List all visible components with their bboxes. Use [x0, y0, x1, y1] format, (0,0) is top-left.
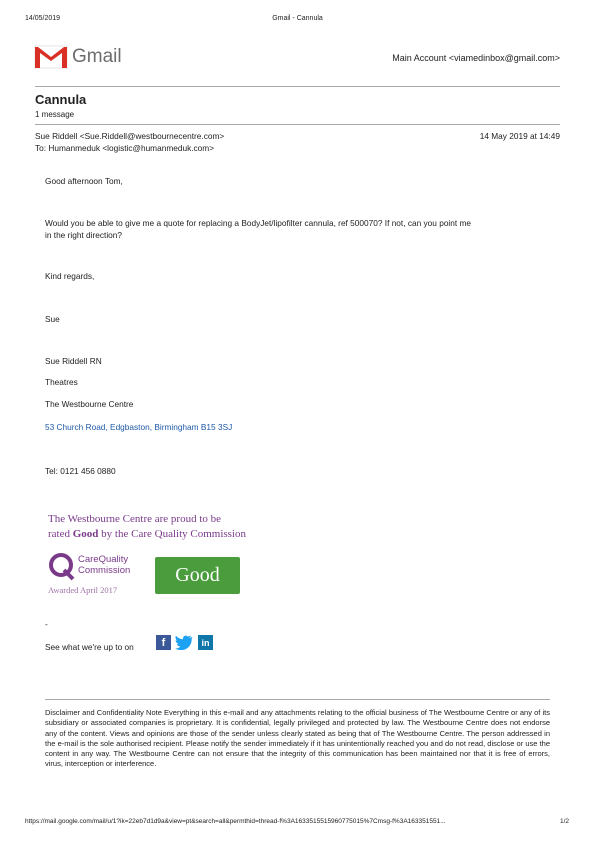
account-email: Main Account <viamedinbox@gmail.com>: [392, 53, 560, 63]
message-from: Sue Riddell <Sue.Riddell@westbournecentre.com>: [35, 131, 225, 141]
body-line-2: in the right direction?: [45, 230, 123, 240]
footer-page-number: 1/2: [559, 818, 569, 825]
signature-name: Sue Riddell RN: [45, 356, 102, 366]
closing: Kind regards,: [45, 271, 95, 281]
signature-address-link[interactable]: 53 Church Road, Edgbaston, Birmingham B15 3SJ: [45, 422, 233, 432]
linkedin-icon[interactable]: in: [198, 635, 213, 650]
cqc-name-line-2: Commission: [78, 565, 131, 576]
signature-organisation: The Westbourne Centre: [45, 399, 134, 409]
banner-line-1: The Westbourne Centre are proud to be: [48, 513, 222, 525]
facebook-icon[interactable]: f: [156, 635, 171, 650]
cqc-q-icon: [48, 552, 76, 582]
footer-url: https://mail.google.com/mail/u/1?ik=22eb7d1d9a&view=pt&search=all&permthid=thread-f%3A1633515515960775015%7Cmsg-f%3A163351551...: [25, 818, 446, 825]
subject-divider: [35, 124, 560, 125]
banner-line-2-post: by the Care Quality Commission: [98, 528, 246, 540]
header-divider: [35, 86, 560, 87]
twitter-icon[interactable]: [175, 635, 193, 650]
cqc-logo: [48, 552, 148, 596]
body-line-1: Would you be able to give me a quote for replacing a BodyJet/lipofilter cannula, ref 500070? If not, can you point me: [45, 218, 472, 228]
print-date: 14/05/2019: [25, 15, 61, 22]
banner-line-2-pre: rated: [48, 528, 73, 540]
good-rating-badge: Good: [155, 557, 240, 594]
signature-telephone: Tel: 0121 456 0880: [45, 466, 116, 476]
disclaimer-text: Disclaimer and Confidentiality Note Everything in this e-mail and any attachments relating to the official business of The Westbourne Centre or any of its subsidiary or associated companies is proprietary. It is confidential, legally privileged and protected by law. The Westbourne Centre does not endorse any of the content. Views and opinions are those of the sender unless clearly stated as being that of The Westbourne Centre. The person addressed in the e-mail is the sole authorised recipient. Please notify the sender immediately if it has unintentionally reached you and do not read, disclose or use the content in any way. The Westbourne Centre can not ensure that the integrity of this communication has been maintained nor that it is free of errors, virus, interception or interference.: [45, 708, 550, 769]
cqc-name-line-1: CareQuality: [78, 554, 129, 565]
signature-department: Theatres: [45, 377, 78, 387]
cqc-awarded: Awarded April 2017: [48, 585, 118, 595]
message-count: 1 message: [35, 110, 75, 119]
banner-line-2: [48, 528, 246, 540]
first-name: Sue: [45, 314, 60, 324]
gmail-envelope-icon: [34, 44, 68, 70]
thread-subject: Cannula: [35, 92, 87, 107]
banner-rating-word: Good: [72, 528, 99, 540]
disclaimer-divider: [45, 699, 550, 700]
separator-dash: -: [45, 619, 48, 629]
message-date: 14 May 2019 at 14:49: [479, 131, 560, 141]
gmail-wordmark: Gmail: [72, 46, 122, 67]
message-to: To: Humanmeduk <logistic@humanmeduk.com>: [35, 143, 215, 153]
greeting: Good afternoon Tom,: [45, 176, 123, 186]
print-title: Gmail - Cannula: [272, 15, 323, 22]
social-label: See what we're up to on: [45, 642, 134, 652]
